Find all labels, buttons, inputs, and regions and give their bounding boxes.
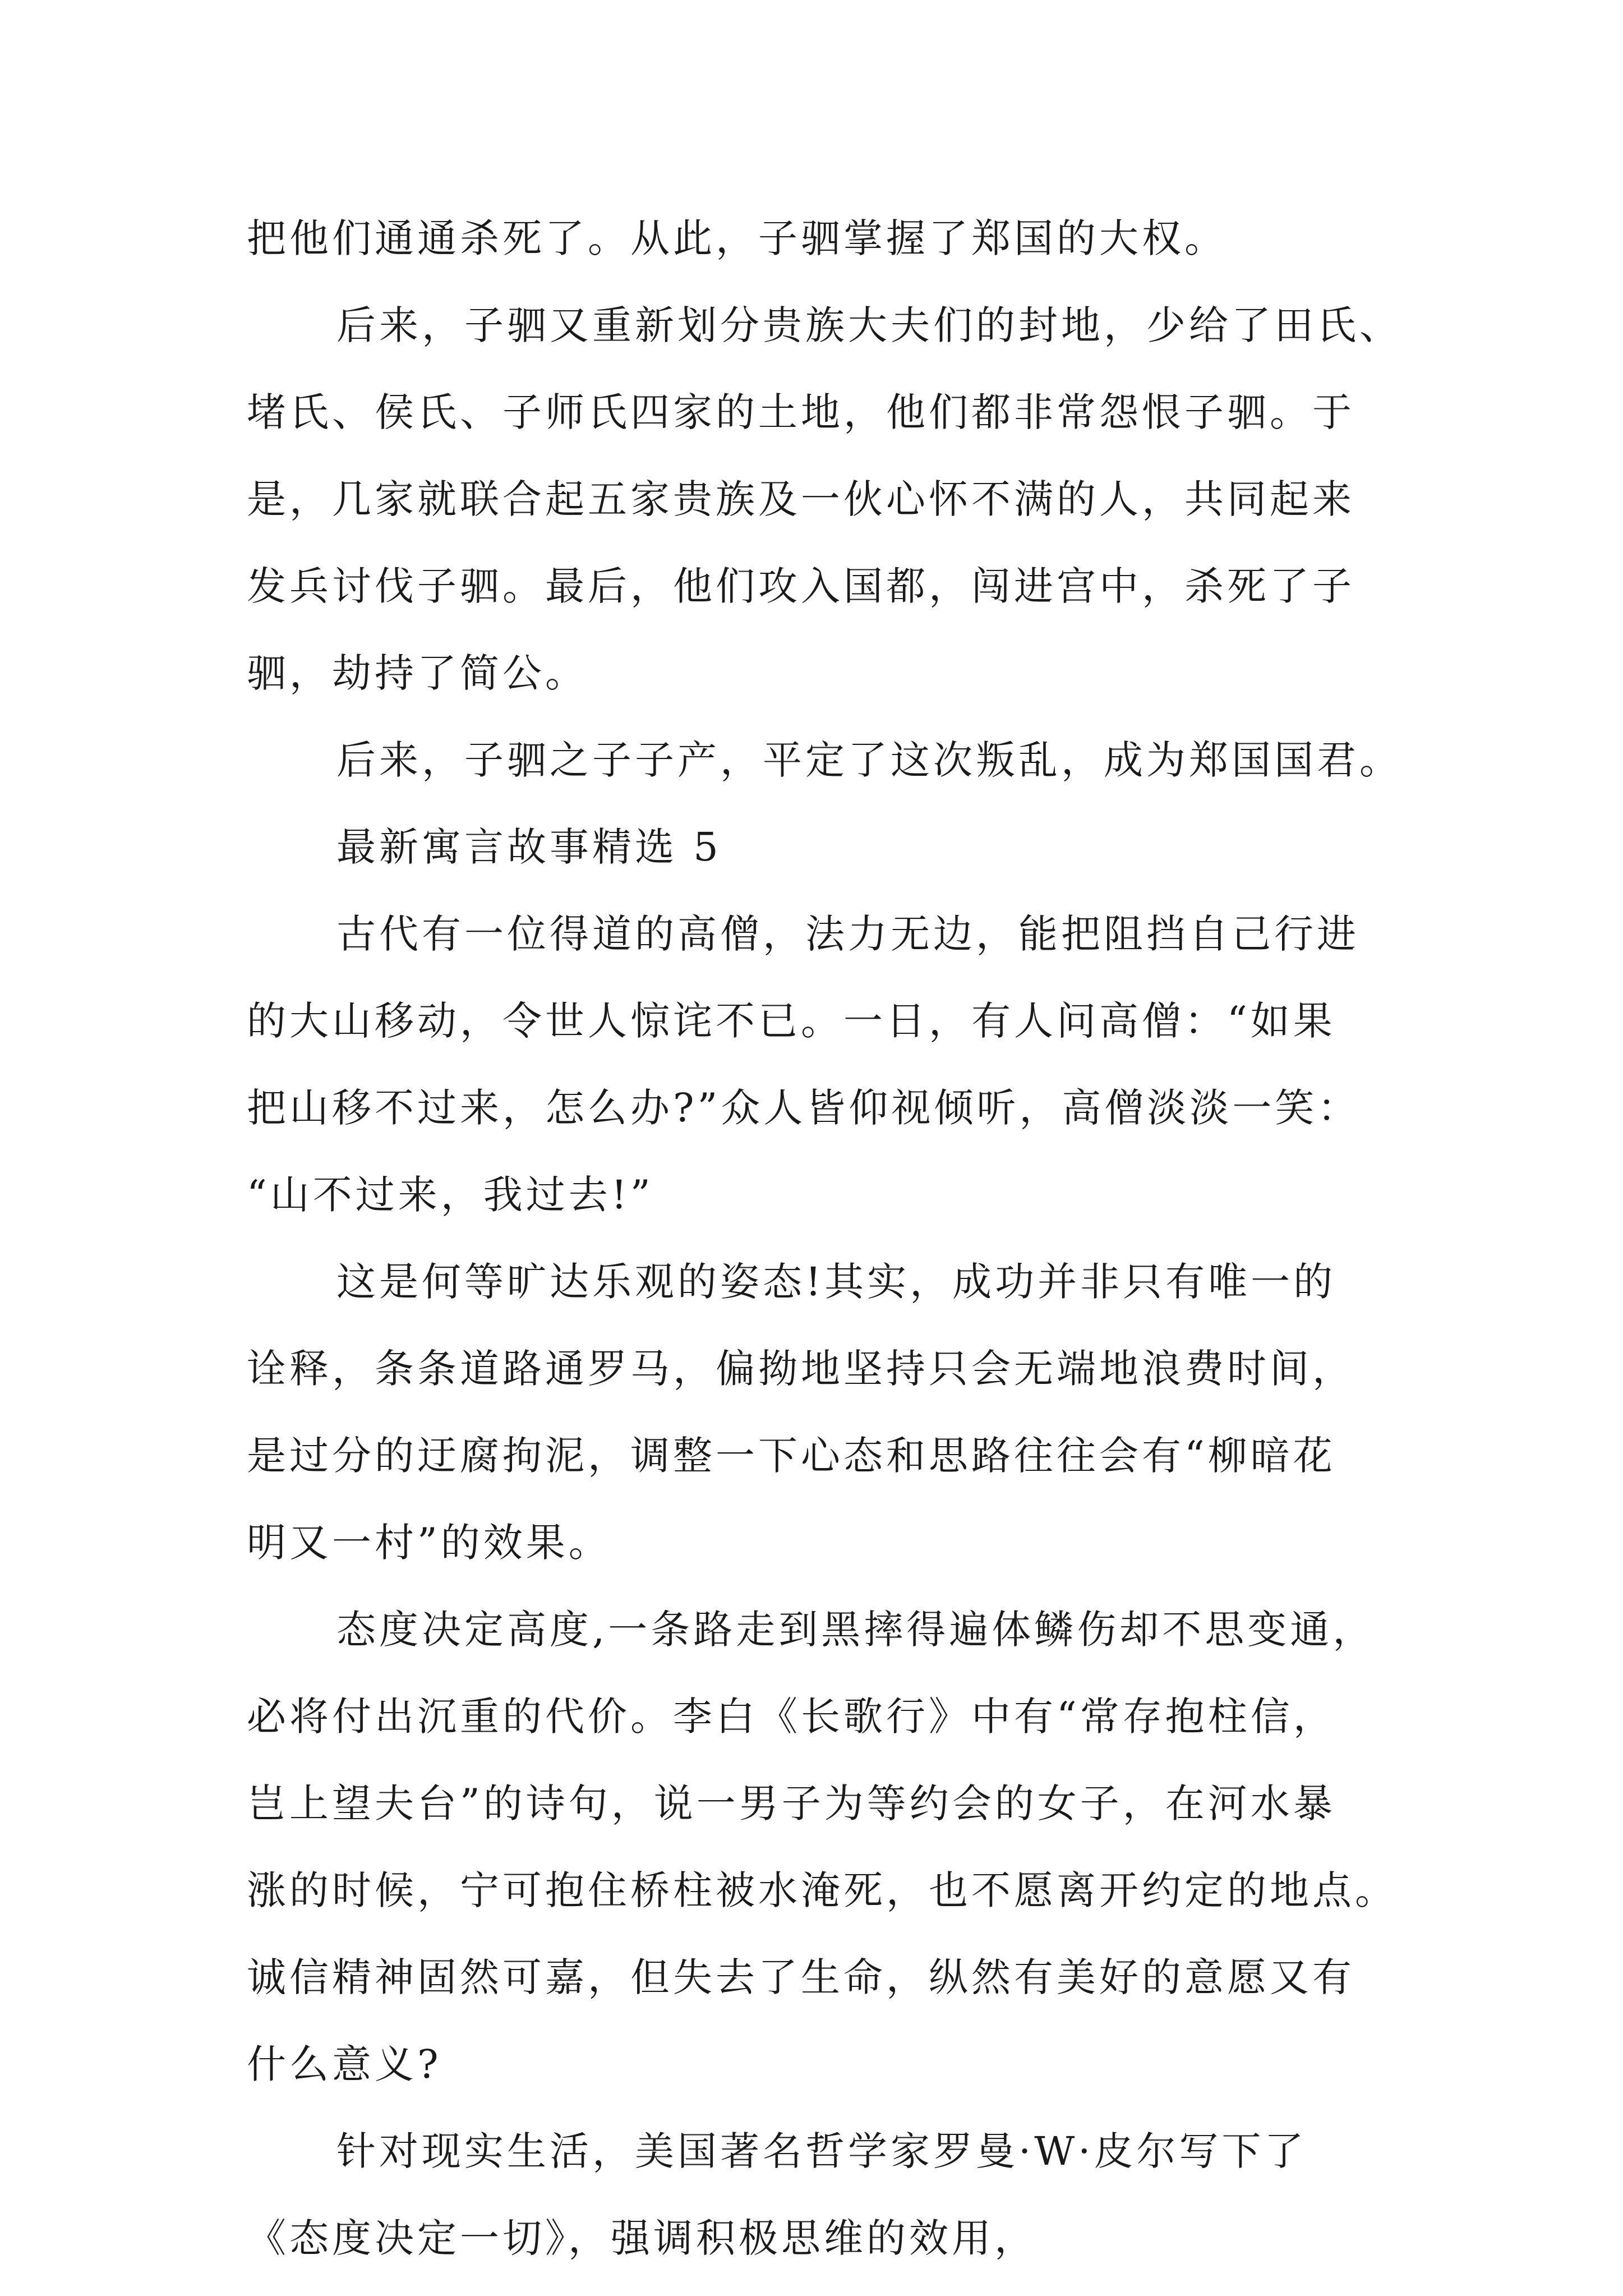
paragraph-line-9: 古代有一位得道的高僧，法力无边，能把阻挡自己行进 xyxy=(336,911,1359,957)
text-line-14: 诠释，条条道路通罗马，偏拗地坚持只会无端地浪费时间， xyxy=(247,1346,1355,1392)
text-line-4: 是，几家就联合起五家贵族及一伙心怀不满的人，共同起来 xyxy=(247,476,1355,522)
text-line-20: 涨的时候，宁可抱住桥柱被水淹死，也不愿离开约定的地点。 xyxy=(247,1867,1398,1913)
text-line-5: 发兵讨伐子驷。最后，他们攻入国都，闯进宫中，杀死了子 xyxy=(247,563,1355,609)
text-line-24: 《态度决定一切》，强调积极思维的效用， xyxy=(247,2215,1037,2261)
text-line-15: 是过分的迂腐拘泥，调整一下心态和思路往往会有“柳暗花 xyxy=(247,1433,1336,1479)
paragraph-line-23: 针对现实生活，美国著名哲学家罗曼·W·皮尔写下了 xyxy=(336,2128,1307,2174)
paragraph-line-17: 态度决定高度,一条路走到黑摔得遍体鳞伤却不思变通， xyxy=(336,1607,1376,1653)
paragraph-line-13: 这是何等旷达乐观的姿态!其实，成功并非只有唯一的 xyxy=(336,1259,1336,1305)
text-line-19: 岂上望夫台”的诗句，说一男子为等约会的女子，在河水暴 xyxy=(247,1780,1336,1826)
text-line-11: 把山移不过来，怎么办?”众人皆仰视倾听，高僧淡淡一笑： xyxy=(247,1085,1361,1131)
text-line-22: 什么意义? xyxy=(247,2041,442,2087)
text-line-18: 必将付出沉重的代价。李白《长歌行》中有“常存抱柱信， xyxy=(247,1694,1336,1740)
section-heading: 最新寓言故事精选 5 xyxy=(336,824,722,870)
text-line-21: 诚信精神固然可嘉，但失去了生命，纵然有美好的意愿又有 xyxy=(247,1954,1355,2000)
text-line-3: 堵氏、侯氏、子师氏四家的土地，他们都非常怨恨子驷。于 xyxy=(247,389,1355,435)
text-line-10: 的大山移动，令世人惊诧不已。一日，有人问高僧：“如果 xyxy=(247,998,1336,1044)
text-line-16: 明又一村”的效果。 xyxy=(247,1520,611,1566)
text-line-1: 把他们通通杀死了。从此，子驷掌握了郑国的大权。 xyxy=(247,215,1227,261)
text-line-12: “山不过来，我过去!” xyxy=(247,1172,654,1218)
paragraph-line-7: 后来，子驷之子子产，平定了这次叛乱，成为郑国国君。 xyxy=(336,737,1402,783)
paragraph-line-2: 后来，子驷又重新划分贵族大夫们的封地，少给了田氏、 xyxy=(336,302,1402,348)
text-line-6: 驷，劫持了简公。 xyxy=(247,650,588,696)
